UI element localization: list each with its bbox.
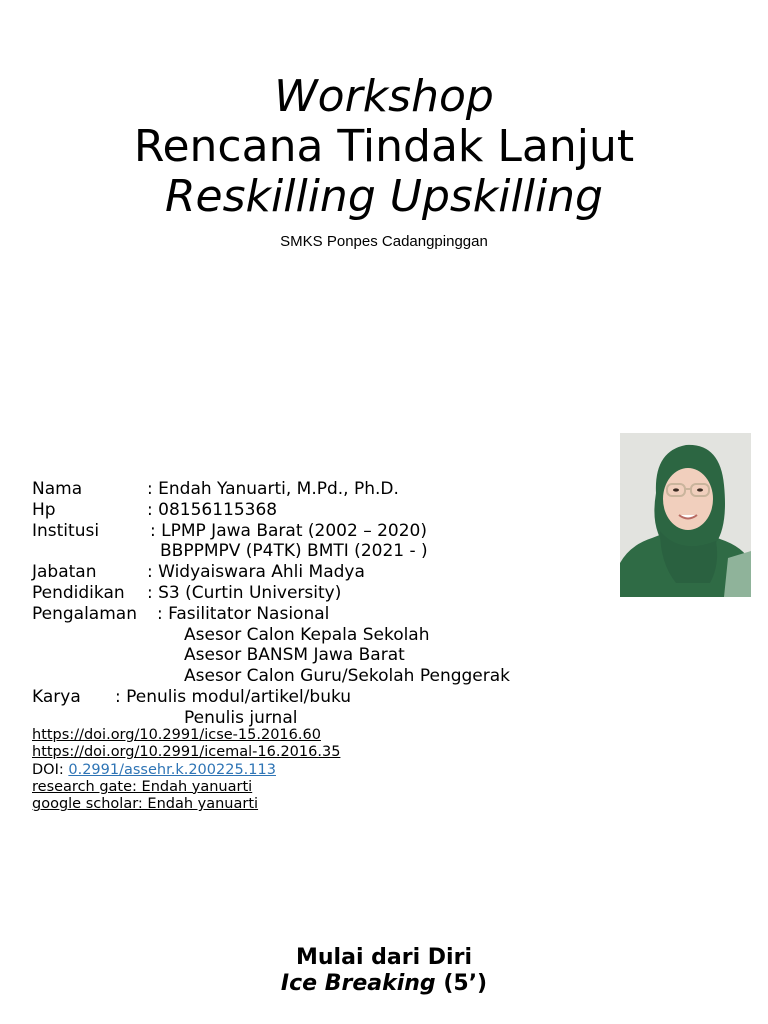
value-jabatan: : Widyaiswara Ahli Madya — [147, 562, 365, 583]
footer-mulai: Mulai dari Diri — [296, 945, 472, 970]
title-block — [0, 72, 768, 252]
footer-block — [0, 945, 768, 997]
label-jabatan: Jabatan — [32, 562, 97, 583]
portrait-illustration — [620, 433, 751, 597]
doi-line-assehr — [32, 762, 340, 779]
value-institusi-2: BBPPMPV (P4TK) BMTI (2021 - ) — [160, 541, 428, 562]
value-pendidikan: : S3 (Curtin University) — [147, 582, 342, 603]
value-pengalaman-2: Asesor Calon Kepala Sekolah — [184, 624, 430, 645]
doi-link-assehr[interactable]: 0.2991/assehr.k.200225.113 — [68, 761, 276, 778]
profile-photo — [620, 433, 751, 597]
doi-link-icse[interactable]: https://doi.org/10.2991/icse-15.2016.60 — [32, 727, 321, 743]
value-nama: : Endah Yanuarti, M.Pd., Ph.D. — [147, 479, 399, 499]
doi-prefix: DOI: — [32, 761, 69, 778]
google-scholar-link[interactable]: google scholar: Endah yanuarti — [32, 796, 259, 813]
label-karya: Karya — [32, 686, 81, 707]
value-karya-1: : Penulis modul/artikel/buku — [115, 686, 352, 707]
label-nama: Nama — [32, 479, 83, 499]
title-rencana: Rencana Tindak Lanjut — [133, 121, 635, 172]
subtitle-school: SMKS Ponpes Cadangpinggan — [280, 233, 488, 250]
footer-ice-breaking-line — [0, 971, 768, 997]
label-hp: Hp — [32, 499, 56, 520]
value-hp: : 08156115368 — [147, 499, 278, 520]
title-workshop: Workshop — [274, 71, 494, 122]
value-karya-2: Penulis jurnal — [184, 707, 298, 728]
research-gate-link[interactable]: research gate: Endah yanuarti — [32, 778, 253, 795]
label-pendidikan: Pendidikan — [32, 582, 125, 603]
value-pengalaman-4: Asesor Calon Guru/Sekolah Penggerak — [184, 666, 511, 687]
doi-link-icemal[interactable]: https://doi.org/10.2991/icemal-16.2016.35 — [32, 744, 341, 761]
value-pengalaman-1: : Fasilitator Nasional — [157, 603, 330, 624]
publication-links — [32, 727, 340, 813]
title-reskilling: Reskilling Upskilling — [164, 171, 603, 222]
label-pengalaman: Pengalaman — [32, 603, 137, 624]
value-pengalaman-3: Asesor BANSM Jawa Barat — [184, 645, 405, 666]
footer-ice-breaking: Ice Breaking — [280, 971, 436, 996]
footer-duration: (5’) — [435, 971, 488, 996]
value-institusi-1: : LPMP Jawa Barat (2002 – 2020) — [150, 520, 427, 541]
label-institusi: Institusi — [32, 520, 100, 541]
